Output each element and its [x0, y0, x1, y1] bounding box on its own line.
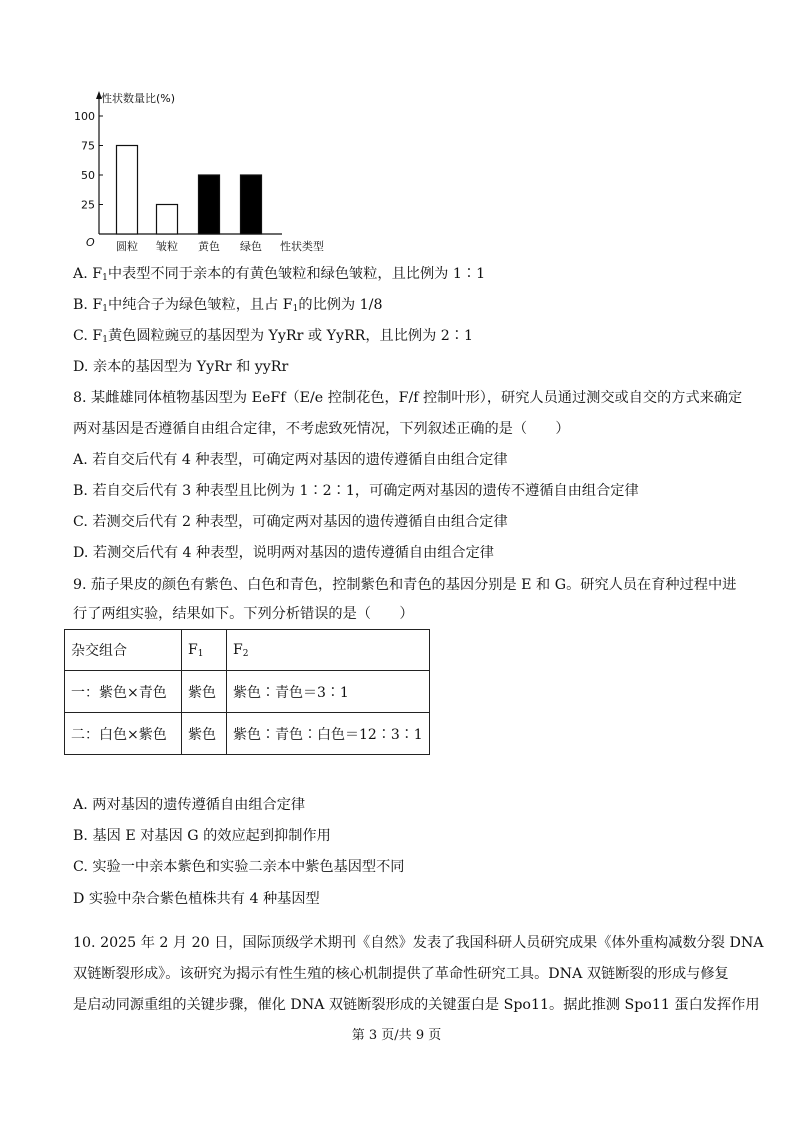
q10-line2: 双链断裂形成》。该研究为揭示有性生殖的核心机制提供了革命性研究工具。DNA 双链断裂的形成与修复 — [73, 966, 729, 982]
origin-label: O — [86, 236, 95, 249]
y-tick-label: 50 — [81, 169, 95, 182]
table-cell: 紫色 — [182, 713, 227, 755]
table-cell: 紫色∶青色∶白色＝12∶3∶1 — [227, 713, 430, 755]
table-header-f1: $F_1$ — [182, 630, 227, 671]
table-row — [65, 671, 430, 713]
bar — [157, 205, 178, 235]
bar — [241, 175, 262, 234]
q7-option-d: D. 亲本的基因型为 YyRr 和 yyRr — [73, 359, 289, 375]
q10-line3: 是启动同源重组的关键步骤，催化 DNA 双链断裂形成的关键蛋白是 Spo11。据此推测 Spo11 蛋白发挥作用 — [73, 997, 760, 1013]
table-header-cross: 杂交组合 — [65, 630, 182, 671]
q8-stem-line2: 两对基因是否遵循自由组合定律，不考虑致死情况，下列叙述正确的是（ ） — [73, 421, 570, 437]
bar — [199, 175, 220, 234]
q9-stem-line1: 9. 茄子果皮的颜色有紫色、白色和青色，控制紫色和青色的基因分别是 E 和 G。研究人员在育种过程中进 — [73, 577, 737, 593]
q9-stem-line2: 行了两组实验，结果如下。下列分析错误的是（ ） — [73, 606, 414, 622]
bar-chart — [70, 82, 340, 258]
q7-option-b: B. $F_1$中纯合子为绿色皱粒，且占 $F_1$的比例为 1/8 — [73, 297, 383, 314]
table-row — [65, 713, 430, 755]
q8-option-b: B. 若自交后代有 3 种表型且比例为 1∶2∶1，可确定两对基因的遗传不遵循自由组合定律 — [73, 483, 639, 499]
table-cell: 紫色∶青色＝3∶1 — [227, 671, 430, 713]
table-cell: 一：紫色×青色 — [65, 671, 182, 713]
q8-stem-line1: 8. 某雌雄同体植物基因型为 EeFf（E/e 控制花色，F/f 控制叶形），研究人员通过测交或自交的方式来确定 — [73, 390, 743, 406]
table-cell: 紫色 — [182, 671, 227, 713]
x-tick-label: 黄色 — [198, 240, 220, 253]
page-footer: 第 3 页/共 9 页 — [351, 1028, 442, 1043]
y-tick-label: 25 — [81, 198, 95, 212]
q8-option-a: A. 若自交后代有 4 种表型，可确定两对基因的遗传遵循自由组合定律 — [73, 452, 508, 468]
table-header-row — [65, 630, 430, 671]
x-tick-label: 绿色 — [240, 240, 262, 253]
table-header-f2: $F_2$ — [227, 630, 430, 671]
q7-option-c: C. $F_1$黄色圆粒豌豆的基因型为 YyRr 或 YyRR，且比例为 2∶1 — [73, 328, 474, 345]
y-axis-label: 性状数量比(%) — [101, 92, 176, 105]
q9-option-d: D 实验中杂合紫色植株共有 4 种基因型 — [73, 891, 320, 907]
x-axis-label: 性状类型 — [280, 240, 324, 253]
chart-bars — [117, 146, 262, 235]
y-tick-label: 75 — [81, 139, 95, 153]
q10-line1: 10. 2025 年 2 月 20 日，国际顶级学术期刊《自然》发表了我国科研人员研究成果《体外重构减数分裂 DNA — [73, 935, 764, 951]
q8-option-c: C. 若测交后代有 2 种表型，可确定两对基因的遗传遵循自由组合定律 — [73, 514, 508, 530]
x-tick-label: 皱粒 — [156, 240, 178, 253]
x-tick-label: 圆粒 — [116, 240, 138, 253]
q7-option-a: A. $F_1$中表型不同于亲本的有黄色皱粒和绿色皱粒，且比例为 1∶1 — [73, 266, 486, 283]
q9-option-a: A. 两对基因的遗传遵循自由组合定律 — [73, 797, 306, 813]
q8-option-d: D. 若测交后代有 4 种表型，说明两对基因的遗传遵循自由组合定律 — [73, 545, 494, 561]
q9-option-c: C. 实验一中亲本紫色和实验二亲本中紫色基因型不同 — [73, 859, 405, 875]
y-tick-label: 100 — [74, 110, 95, 123]
cross-results-table — [64, 629, 430, 755]
bar — [117, 146, 138, 235]
table-cell: 二：白色×紫色 — [65, 713, 182, 755]
q9-option-b: B. 基因 E 对基因 G 的效应起到抑制作用 — [73, 828, 331, 844]
